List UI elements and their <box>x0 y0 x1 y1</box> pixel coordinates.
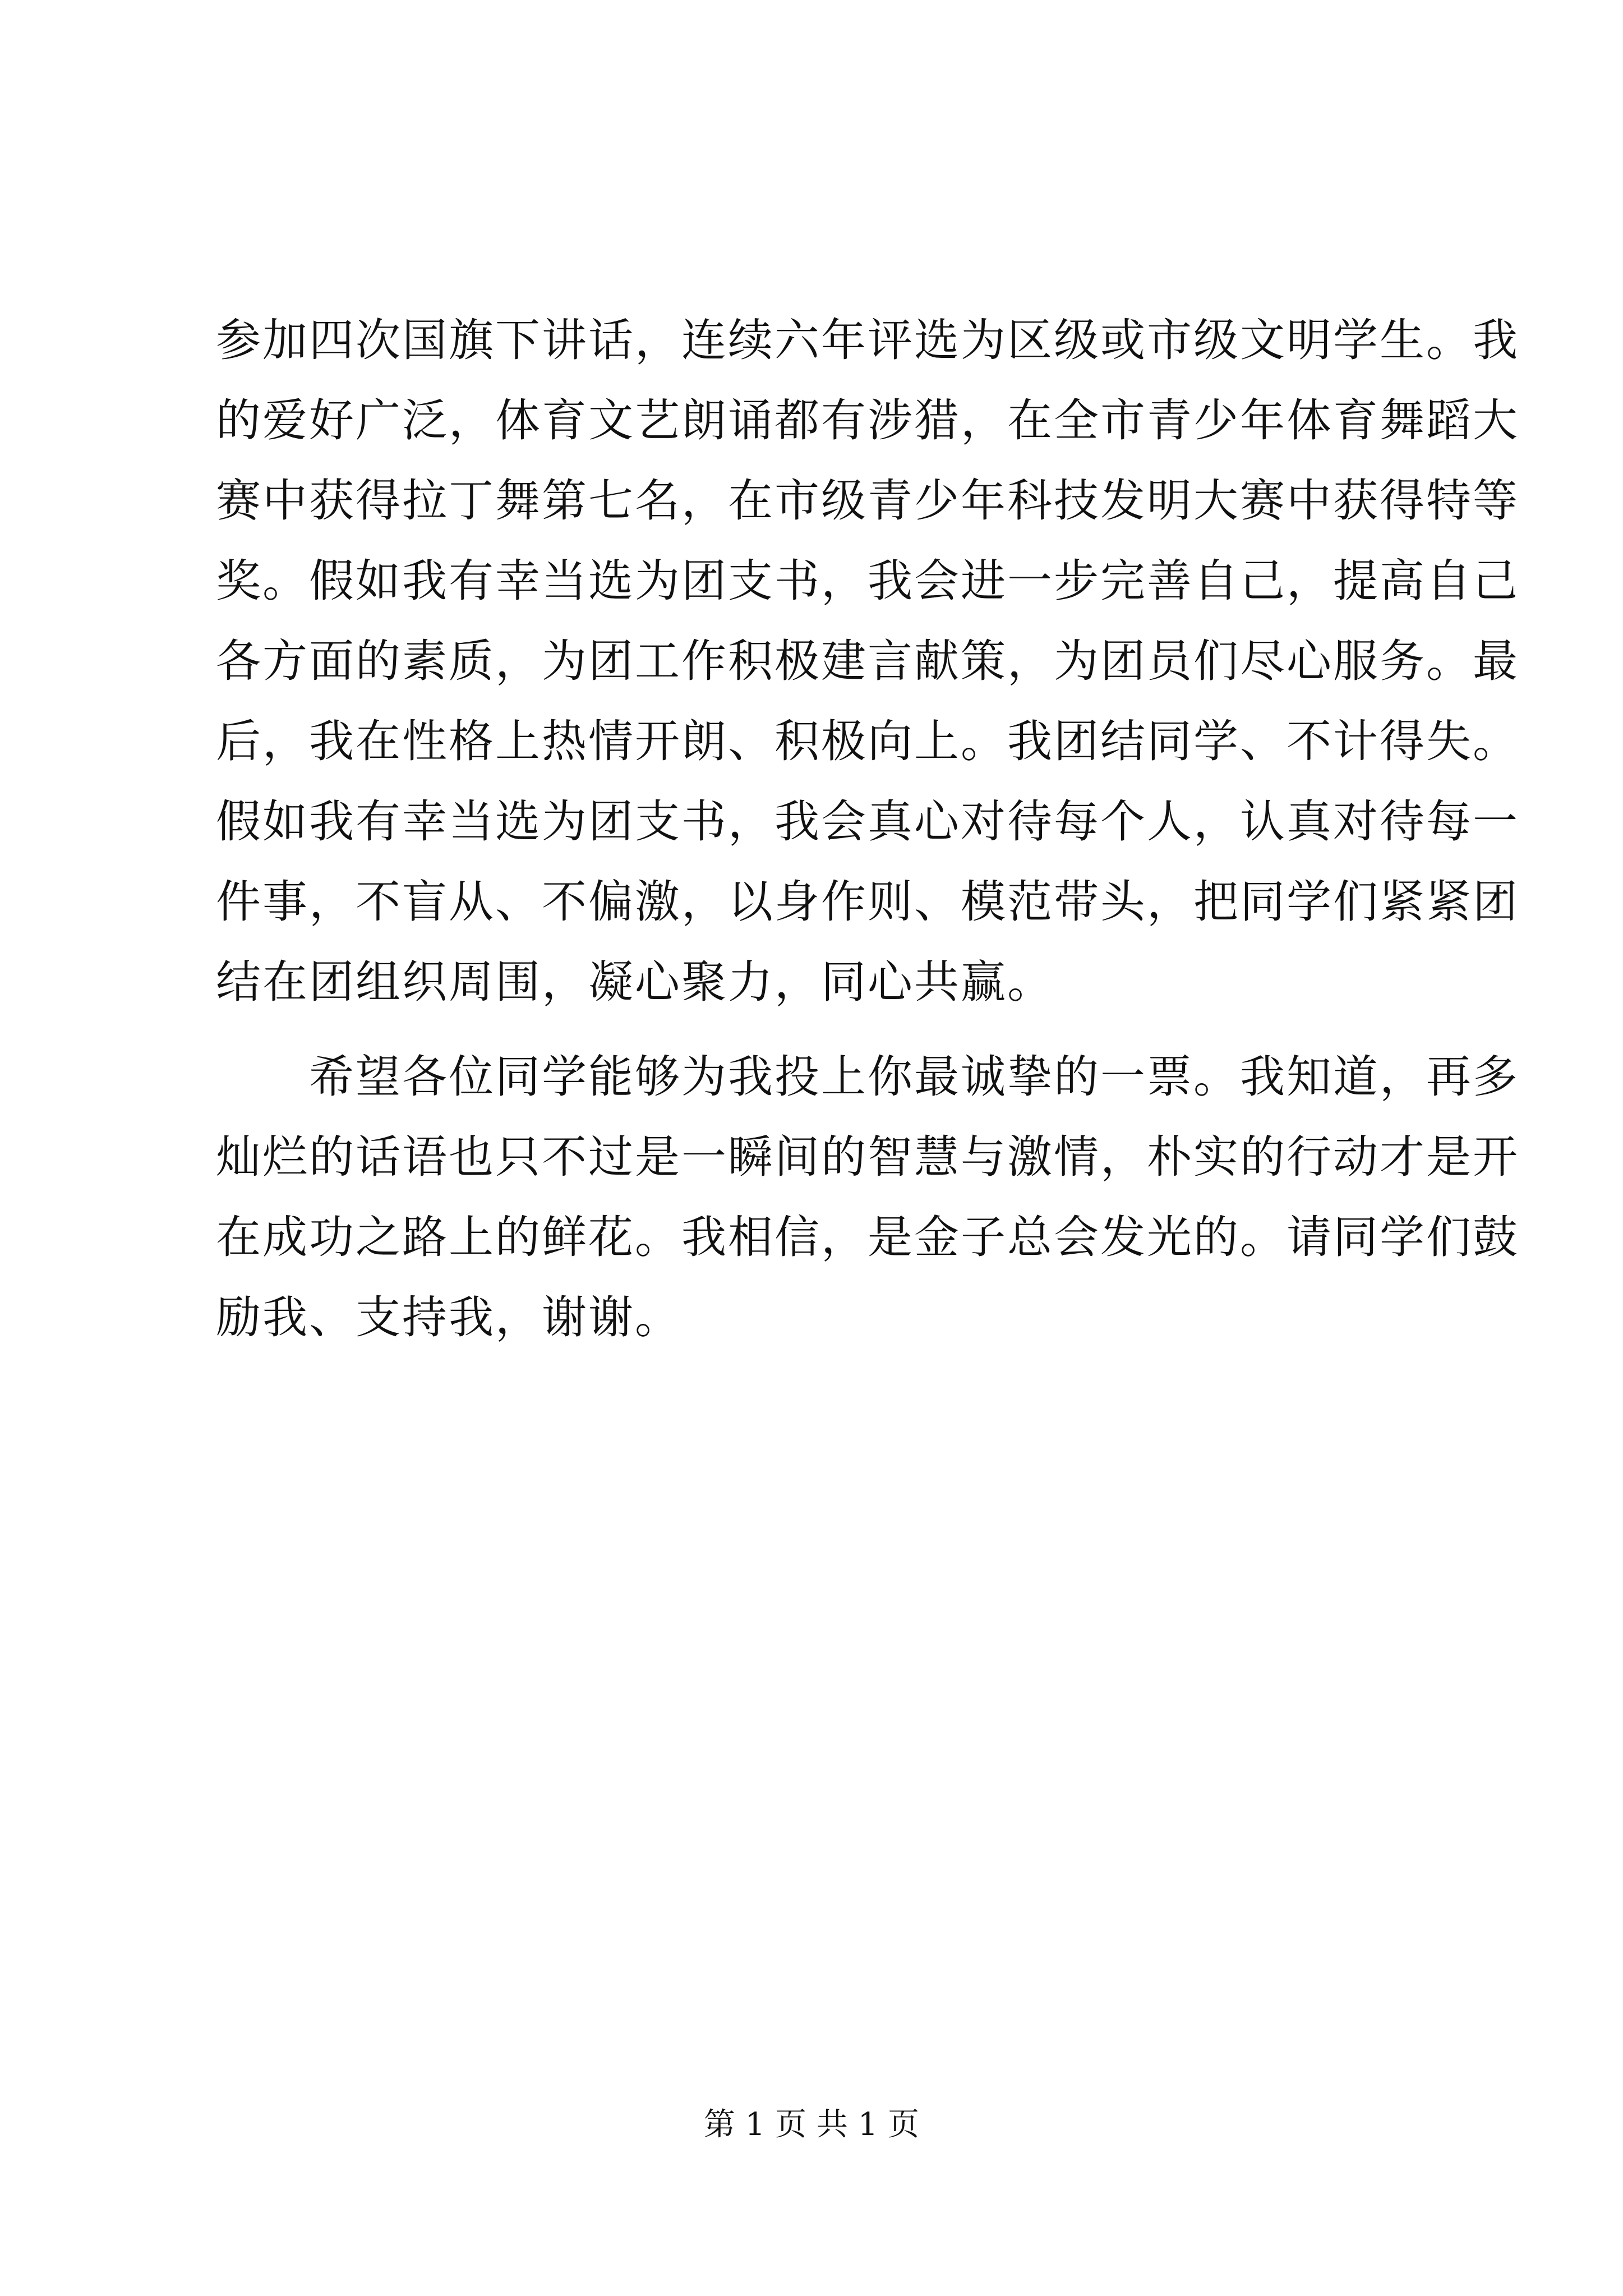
document-body <box>216 300 1519 1358</box>
paragraph-2 <box>216 1037 1519 1358</box>
text-line: 参加四次国旗下讲话，连续六年评选为区级或市级文明学生。我 <box>216 314 1519 366</box>
text-line: 灿烂的话语也只不过是一瞬间的智慧与激情，朴实的行动才是开 <box>216 1131 1519 1183</box>
text-line: 在成功之路上的鲜花。我相信，是金子总会发光的。请同学们鼓 <box>216 1211 1519 1263</box>
text-line: 后，我在性格上热情开朗、积极向上。我团结同学、不计得失。 <box>216 715 1519 767</box>
text-line: 假如我有幸当选为团支书，我会真心对待每个人，认真对待每一 <box>216 795 1519 848</box>
text-line: 奖。假如我有幸当选为团支书，我会进一步完善自己，提高自己 <box>216 555 1519 607</box>
text-line: 励我、支持我，谢谢。 <box>216 1291 681 1343</box>
text-line: 各方面的素质，为团工作积极建言献策，为团员们尽心服务。最 <box>216 635 1519 687</box>
page-footer <box>0 2102 1623 2147</box>
text-line: 赛中获得拉丁舞第七名，在市级青少年科技发明大赛中获得特等 <box>216 475 1519 527</box>
text-line: 的爱好广泛，体育文艺朗诵都有涉猎，在全市青少年体育舞蹈大 <box>216 394 1519 447</box>
text-line: 希望各位同学能够为我投上你最诚挚的一票。我知道，再多 <box>216 1051 1519 1103</box>
text-line: 件事，不盲从、不偏激，以身作则、模范带头，把同学们紧紧团 <box>216 876 1519 928</box>
paragraph-1 <box>216 300 1519 1022</box>
page-number-label: 第 1 页 共 1 页 <box>703 2106 920 2143</box>
text-line: 结在团组织周围，凝心聚力，同心共赢。 <box>216 956 1054 1008</box>
